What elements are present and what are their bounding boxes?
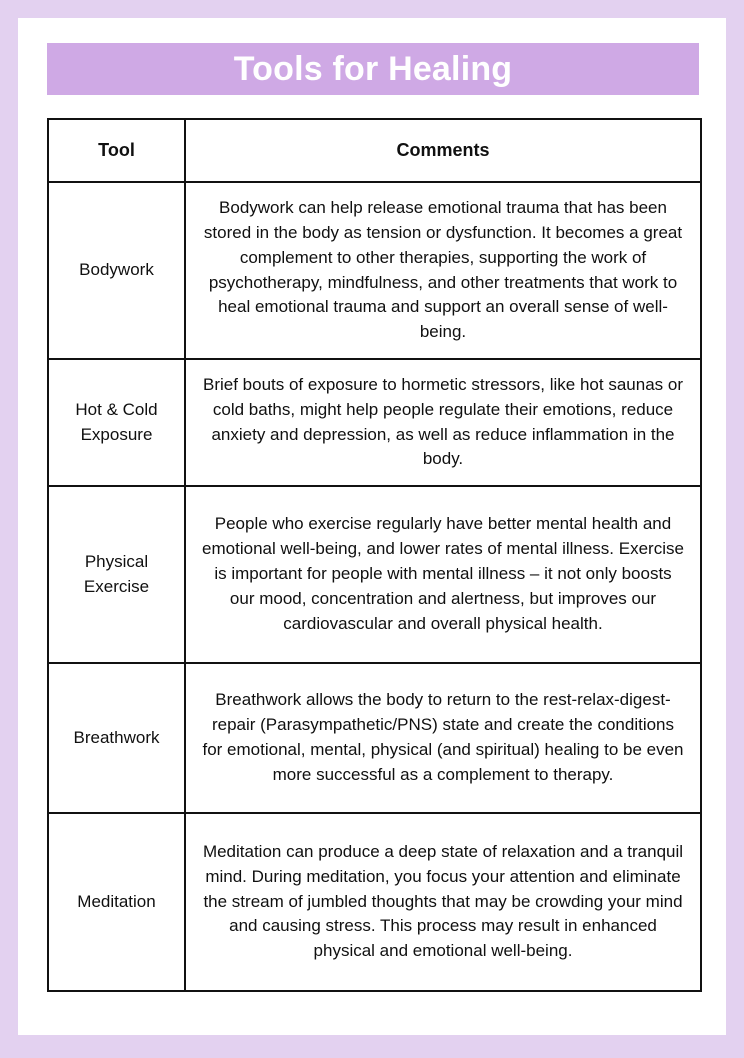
column-header-tool: Tool: [48, 119, 185, 182]
healing-tools-table: [47, 118, 702, 992]
tool-name-cell: Physical Exercise: [48, 486, 185, 663]
page-title: Tools for Healing: [233, 50, 513, 88]
table-row: [48, 813, 701, 991]
title-banner: [47, 43, 699, 95]
tool-name-cell: Hot & Cold Exposure: [48, 359, 185, 486]
table-row: [48, 663, 701, 813]
tool-comment-cell: Bodywork can help release emotional trauma that has been stored in the body as tension or dysfunction. It becomes a great complement to other therapies, supporting the work of psychotherapy, mindfulness, and other treatments that work to heal emotional trauma and support an overall sense of well-being.: [185, 182, 701, 359]
healing-tools-table-wrapper: [47, 118, 700, 992]
table-row: [48, 359, 701, 486]
tool-comment-cell: People who exercise regularly have better mental health and emotional well-being, and lower rates of mental illness. Exercise is important for people with mental illness – it not only boosts our mood, concentration and alertness, but improves our cardiovascular and overall physical health.: [185, 486, 701, 663]
table-row: [48, 486, 701, 663]
tool-comment-cell: Meditation can produce a deep state of relaxation and a tranquil mind. During meditation, you focus your attention and eliminate the stream of jumbled thoughts that may be crowding your mind and causing stress. This process may result in enhanced physical and emotional well-being.: [185, 813, 701, 991]
tool-comment-cell: Breathwork allows the body to return to the rest-relax-digest-repair (Parasympathetic/PNS) state and create the conditions for emotional, mental, physical (and spiritual) healing to be even more successful as a complement to therapy.: [185, 663, 701, 813]
column-header-comments: Comments: [185, 119, 701, 182]
tool-name-cell: Bodywork: [48, 182, 185, 359]
page-sheet: [18, 18, 726, 1035]
table-header: [48, 119, 701, 182]
table-header-row: [48, 119, 701, 182]
tool-name-cell: Breathwork: [48, 663, 185, 813]
table-body: [48, 182, 701, 991]
tool-comment-cell: Brief bouts of exposure to hormetic stressors, like hot saunas or cold baths, might help people regulate their emotions, reduce anxiety and depression, as well as reduce inflammation in the body.: [185, 359, 701, 486]
table-row: [48, 182, 701, 359]
tool-name-cell: Meditation: [48, 813, 185, 991]
